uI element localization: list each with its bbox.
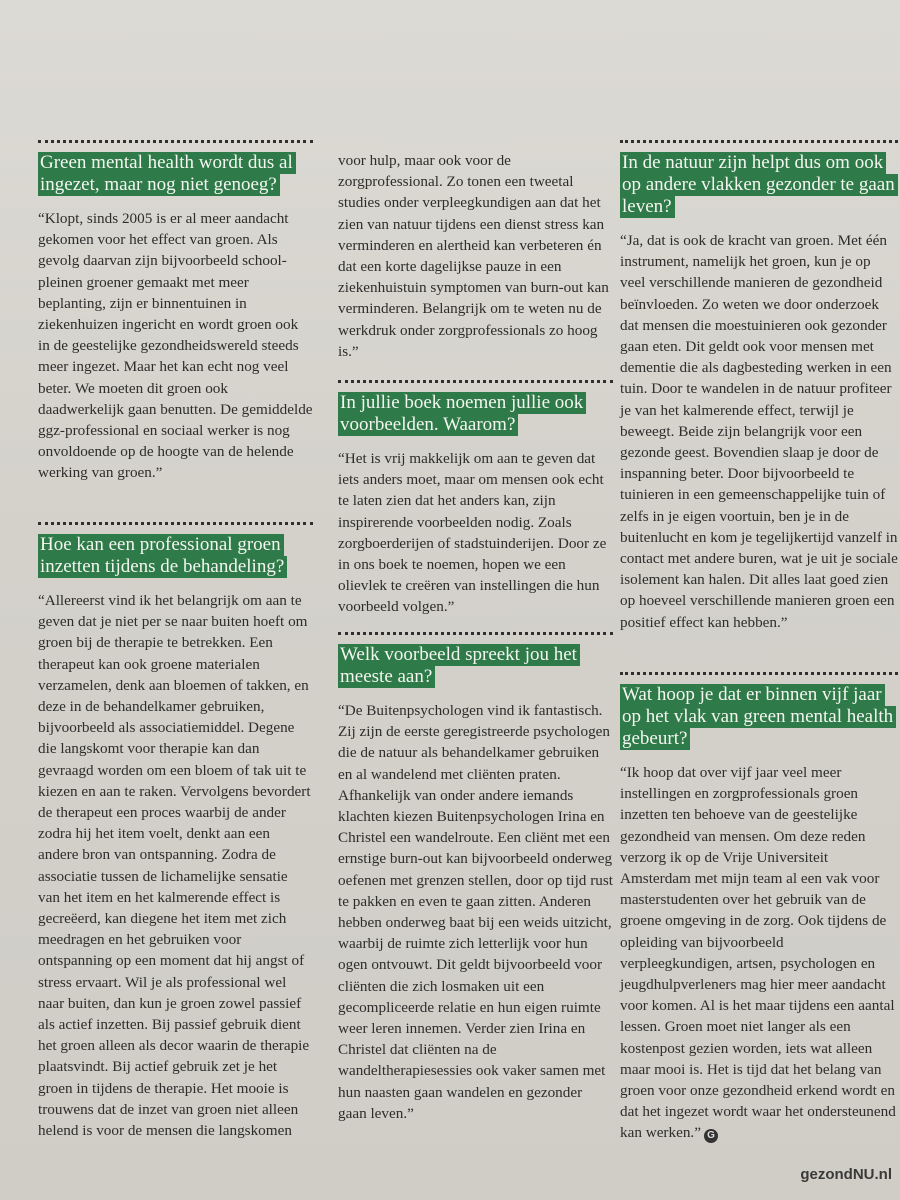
dotted-divider (620, 140, 898, 143)
answer-text (620, 762, 898, 1144)
answer-text: voor hulp, maar ook voor de zorgprofessional. Zo tonen een tweetal studies onder verpleegkundigen aan dat het zien van natuur tijdens een dienst stress kan verminderen en alertheid kan verbeteren én dat een korte dagelijkse pauze in een ziekenhuistuin symptomen van burn-out kan verminderen. Belangrijk om te weten nu de werkdruk onder zorgprofessionals zo hoog is.” (338, 152, 609, 360)
answer-text: “Allereerst vind ik het belangrijk om aan te geven dat je niet per se naar buiten hoeft om groen bij de therapie te betrekken. Een therapeut kan ook groene materialen verzamelen, denk aan bloemen of takken, en deze in de behandelkamer gebruiken, bijvoorbeeld als associatiemiddel. Degene die langskomt voor therapie kan dan gevraagd worden om een bloem of tak uit te kiezen en aan te raken. Vervolgens bevordert de therapeut een proces waarbij de ander zodra hij het item voelt, denkt aan een andere bron van ontspanning. Zodra de associatie tussen de lichamelijke sensatie van het item en het kalmerende effect is gecreëerd, kan diegene het item met zich meedragen en het gebruiken voor ontspanning op een moment dat hij angst of stress ervaart. Wil je als professional wel naar buiten, dan kun je groen zowel passief als actief inzetten. Bij passief gebruik dient het groen alleen als decor waarin de therapie plaatsvindt. Bij actief gebruik zet je het groen in tijdens de therapie. Het mooie is trouwens dat de inzet van groen niet alleen helend is voor de mensen die langskomen (38, 592, 311, 1140)
qa-block-3 (338, 380, 613, 618)
answer-text: “Ja, dat is ook de kracht van groen. Met één instrument, namelijk het groen, kun je op veel verschillende manieren de gezondheid beïnvloeden. Zo weten we door onderzoek dat mensen die moestuinieren ook gezonder gaan eten. Dit geldt ook voor mensen met dementie die als dagbesteding werken in een tuin. Door te wandelen in de natuur profiteer je van het kalmerende effect, terwijl je beweegt. Beide zijn belangrijk voor een gezonde geest. Bovendien slaap je door de inspanning beter. Door bijvoorbeeld te tuinieren in een gemeenschappelijke tuin of zelfs in je eigen voortuin, ben je in de buitenlucht en kom je tegelijkertijd vanzelf in contact met andere buren, wat je uit je sociale isolement kan halen. Dit alles laat goed zien op hoeveel verschillende manieren groen een positief effect kan hebben.” (620, 232, 898, 631)
continued-text-block (338, 150, 613, 362)
footer-site-name: gezondNU.nl (800, 1166, 892, 1183)
qa-block-2 (38, 522, 313, 1141)
dotted-divider (620, 672, 898, 675)
answer-text: “Het is vrij makkelijk om aan te geven dat iets anders moet, maar om mensen ook echt te laten zien dat het anders kan, zijn inspirerende voorbeelden nodig. Zoals zorgboerderijen of stadstuinderijen. Door ze in ons boek te noemen, hopen we een olievlek te creëren van instellingen die hun voorbeeld volgen.” (338, 450, 607, 616)
dotted-divider (38, 140, 313, 143)
question-heading: Wat hoop je dat er binnen vijf jaar op het vlak van green mental health gebeurt? (620, 684, 898, 750)
qa-block-1 (38, 140, 313, 484)
question-heading: Green mental health wordt dus al ingezet, maar nog niet genoeg? (38, 152, 313, 196)
question-heading: In jullie boek noemen jullie ook voorbeelden. Waarom? (338, 392, 613, 436)
answer-text: “De Buitenpsychologen vind ik fantastisch. Zij zijn de eerste geregistreerde psychologen die de natuur als behandelkamer gebruiken en al wandelend met cliënten praten. Afhankelijk van onder andere iemands klachten kiezen Buitenpsychologen Irina en Christel een wandelroute. Een cliënt met een ernstige burn-out kan bijvoorbeeld onderweg oefenen met grenzen stellen, door op tijd rust te pakken en even te gaan zitten. Anderen hebben onderweg baat bij een weids uitzicht, waarbij de ruimte zich letterlijk voor hun ogen ontvouwt. Dit geldt bijvoorbeeld voor cliënten die zich losmaken uit een gecompliceerde relatie en hun eigen ruimte weer leren innemen. Verder zien Irina en Christel dat cliënten na de wandeltherapiesessies ook vaker samen met hun naasten gaan wandelen en gezonder gaan leven.” (338, 702, 613, 1122)
answer-text: “Klopt, sinds 2005 is er al meer aandacht gekomen voor het effect van groen. Als gevolg daarvan zijn bijvoorbeeld school-pleinen groener gemaakt met meer beplanting, zijn er binnentuinen in ziekenhuizen ingericht en wordt groen ook in de geestelijke gezondheidswereld steeds meer ingezet. Maar het kan echt nog veel beter. We moeten dit groen ook daadwerkelijk gaan benutten. De gemiddelde ggz-professional en sociaal werker is nog onvoldoende op de hoogte van de helende werking van groen.” (38, 210, 313, 482)
qa-block-5 (620, 140, 898, 633)
dotted-divider (338, 632, 613, 635)
dotted-divider (338, 380, 613, 383)
qa-block-4 (338, 632, 613, 1124)
question-heading: Welk voorbeeld spreekt jou het meeste aan? (338, 644, 613, 688)
article-end-icon: G (704, 1129, 718, 1143)
qa-block-6 (620, 672, 898, 1144)
answer-text-body: “Ik hoop dat over vijf jaar veel meer instellingen en zorgprofessionals groen inzetten ten behoeve van de geestelijke gezondheid van mensen. Om deze reden verzorg ik op de Vrije Universiteit Amsterdam met mijn team al een vak voor masterstudenten over het gebruik van de groene omgeving in de zorg. Ook tijdens de opleiding van bijvoorbeeld verpleegkundigen, artsen, psychologen en jeugdhulpverleners mag hier meer aandacht voor komen. Al is het maar tijdens een aantal lessen. Groen moet niet langer als een kostenpost gezien worden, iets wat alleen maar mooi is. Het is tijd dat het belang van groen voor onze gezondheid erkend wordt en dat het ingezet wordt waar het ondersteunend kan werken.” (620, 764, 896, 1142)
question-heading: Hoe kan een professional groen inzetten tijdens de behandeling? (38, 534, 313, 578)
dotted-divider (38, 522, 313, 525)
question-heading: In de natuur zijn helpt dus om ook op andere vlakken gezonder te gaan leven? (620, 152, 898, 218)
